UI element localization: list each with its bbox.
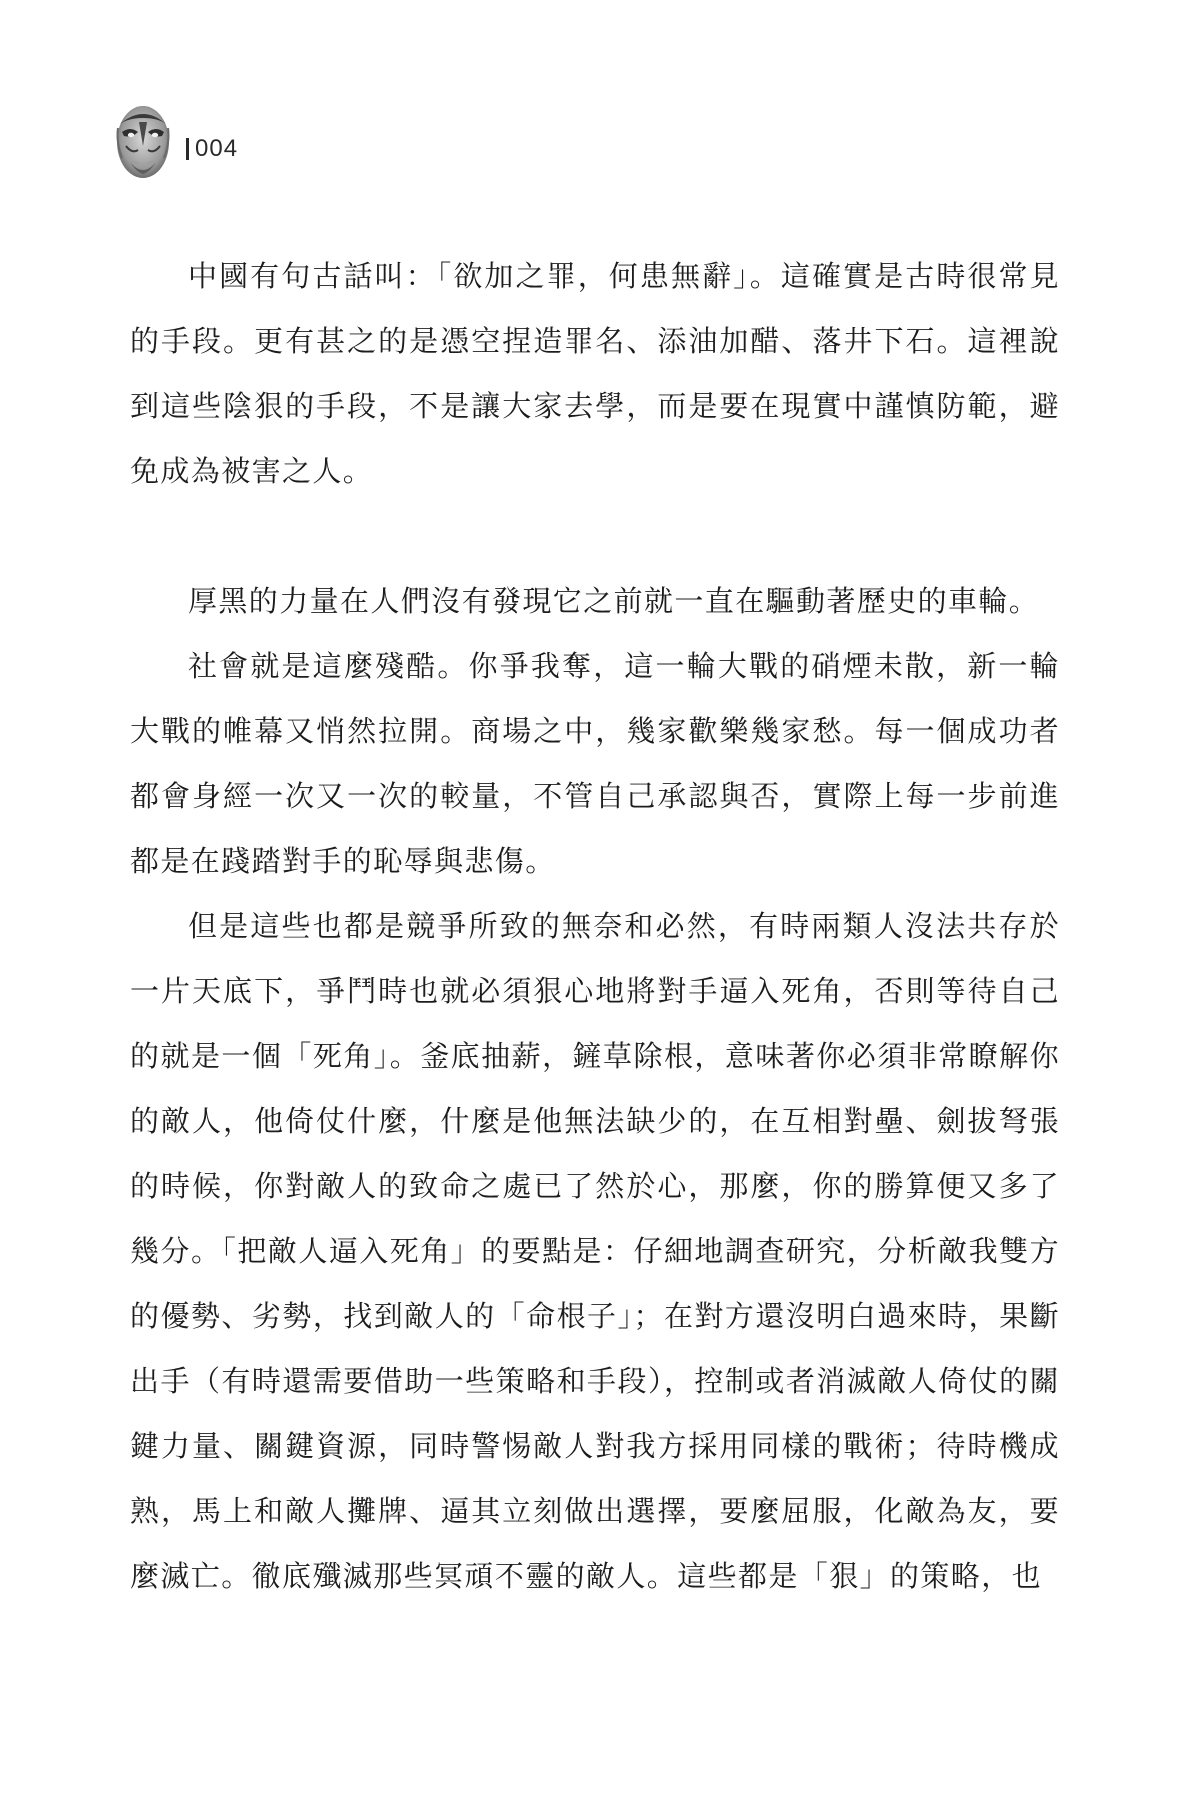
body-text: [130, 244, 1060, 1609]
paragraph-2: 厚黑的力量在人們沒有發現它之前就一直在驅動著歷史的車輪。: [188, 584, 1040, 618]
page-number: 004: [195, 135, 239, 162]
opera-mask-icon: [112, 102, 174, 182]
paragraph-1: 中國有句古話叫：「欲加之罪，何患無辭」。這確實是古時很常見的手段。更有甚之的是憑空捏造罪名、添油加醋、落井下石。這裡說到這些陰狠的手段，不是讓大家去學，而是要在現實中謹慎防範，避免成為被害之人。: [130, 259, 1060, 488]
page-header: [112, 102, 238, 182]
paragraph-4: 但是這些也都是競爭所致的無奈和必然，有時兩類人沒法共存於一片天底下，爭鬥時也就必須狠心地將對手逼入死角，否則等待自己的就是一個「死角」。釜底抽薪，鏟草除根，意味著你必須非常瞭解你的敵人，他倚仗什麼，什麼是他無法缺少的，在互相對壘、劍拔弩張的時候，你對敵人的致命之處已了然於心，那麼，你的勝算便又多了幾分。「把敵人逼入死角」的要點是：仔細地調查研究，分析敵我雙方的優勢、劣勢，找到敵人的「命根子」；在對方還沒明白過來時，果斷出手（有時還需要借助一些策略和手段），控制或者消滅敵人倚仗的關鍵力量、關鍵資源，同時警惕敵人對我方採用同樣的戰術；待時機成熟，馬上和敵人攤牌、逼其立刻做出選擇，要麼屈服，化敵為友，要麼滅亡。徹底殲滅那些冥頑不靈的敵人。這些都是「狠」的策略，也: [130, 909, 1060, 1593]
page-number-divider: [186, 138, 189, 160]
paragraph-3: 社會就是這麼殘酷。你爭我奪，這一輪大戰的硝煙未散，新一輪大戰的帷幕又悄然拉開。商場之中，幾家歡樂幾家愁。每一個成功者都會身經一次又一次的較量，不管自己承認與否，實際上每一步前進都是在踐踏對手的恥辱與悲傷。: [130, 649, 1060, 878]
